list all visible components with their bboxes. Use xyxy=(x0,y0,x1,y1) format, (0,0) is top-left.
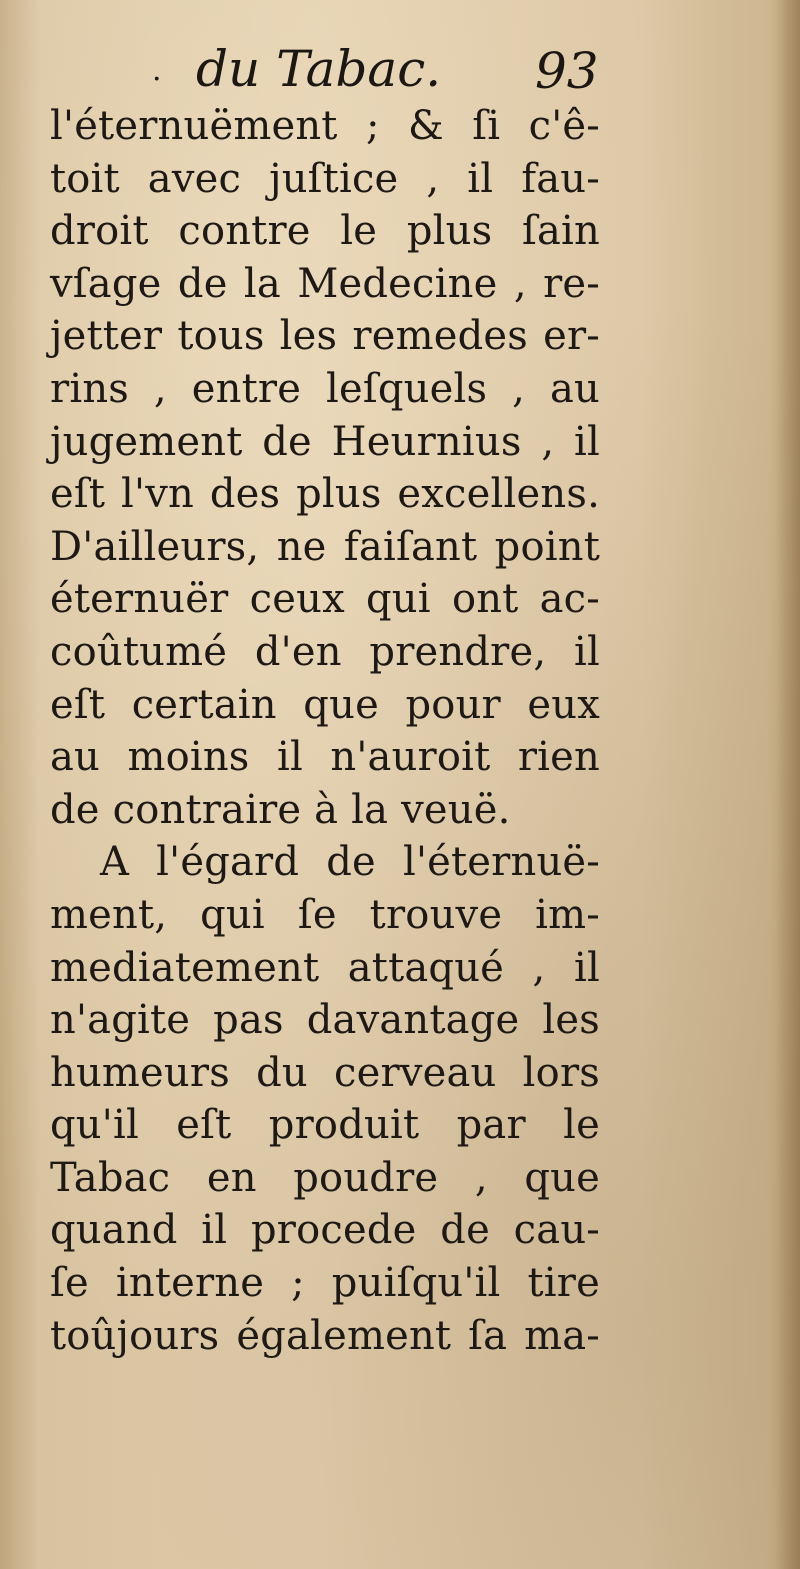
text-line: humeurs du cerveau lors xyxy=(50,1049,600,1096)
text-line: Tabac en poudre , que xyxy=(50,1154,600,1201)
text-line: jetter tous les remedes er- xyxy=(50,313,600,360)
header-bullet: · xyxy=(152,62,162,97)
text-line: quand il procede de cau- xyxy=(50,1207,600,1254)
text-line: l'éternuëment ; & ſi c'ê- xyxy=(50,103,600,149)
text-line: droit contre le plus ſain xyxy=(50,208,600,255)
page-number: 93 xyxy=(535,42,599,100)
text-line: ment, qui ſe trouve im- xyxy=(50,891,600,938)
text-line: mediatement attaqué , il xyxy=(50,944,600,991)
text-line: eſt certain que pour eux xyxy=(50,681,600,728)
text-line: au moins il n'auroit rien xyxy=(50,734,600,781)
text-line: eſt l'vn des plus excellens. xyxy=(50,471,600,518)
text-line: jugement de Heurnius , il xyxy=(50,418,600,465)
running-title: du Tabac. xyxy=(196,40,442,98)
text-line: n'agite pas davantage les xyxy=(50,997,600,1044)
body-text xyxy=(50,100,600,1362)
text-line: qu'il eſt produit par le xyxy=(50,1102,600,1149)
text-line: A l'égard de l'éternuë- xyxy=(100,839,600,886)
text-line: vſage de la Medecine , re- xyxy=(50,260,600,307)
page-edge-shadow xyxy=(776,0,800,1569)
text-line: coûtumé d'en prendre, il xyxy=(50,628,600,675)
text-line: D'ailleurs, ne faiſant point xyxy=(50,523,600,570)
text-line: rins , entre leſquels , au xyxy=(50,365,600,412)
text-line: toit avec juſtice , il fau- xyxy=(50,155,600,202)
text-line: de contraire à la veuë. xyxy=(50,786,511,833)
text-line: éternuër ceux qui ont ac- xyxy=(50,576,600,623)
text-line: ſe interne ; puiſqu'il tire xyxy=(50,1260,600,1307)
text-line: toûjours également ſa ma- xyxy=(50,1312,600,1359)
